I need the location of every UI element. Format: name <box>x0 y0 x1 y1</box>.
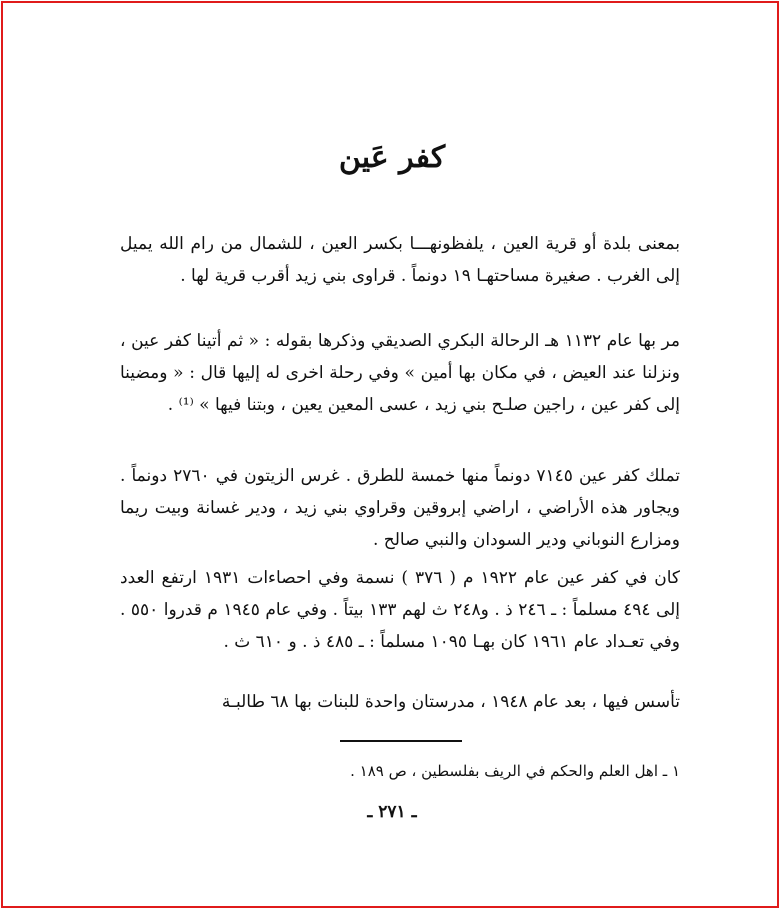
footnote-divider <box>340 740 462 742</box>
paragraph-2: مر بها عام ١١٣٢ هـ الرحالة البكري الصديقي وذكرها بقوله : « ثم أتينا كفر عين ، ونزلنا عند العيض ، في مكان بها أمين » وفي رحلة اخرى له إليها قال : « ومضينا إلى كفر عين ، راجين صلـح بني زيد ، عسى المعين يعين ، وبتنا فيها » ⁽¹⁾ . <box>120 331 680 415</box>
footnote: ١ ـ اهل العلم والحكم في الريف بفلسطين ، ص ١٨٩ . <box>350 762 680 780</box>
paragraph-5: تأسس فيها ، بعد عام ١٩٤٨ ، مدرستان واحدة للبنات بها ٦٨ طالبـة <box>221 692 680 712</box>
page-title: كفر عَين <box>338 140 446 175</box>
page-number: ـ ٢٧١ ـ <box>367 802 417 822</box>
paragraph-3: تملك كفر عين ٧١٤٥ دونماً منها خمسة للطرق . غرس الزيتون في ٢٧٦٠ دونماً . ويجاور هذه الأراضي ، اراضي إبروقين وقراوي بني زيد ، ودير غسانة وبيت ريما ومزارع النوباني ودير السودان والنبي صالح . <box>120 466 680 550</box>
paragraph-1: بمعنى بلدة أو قرية العين ، يلفظونهـــا بكسر العين ، للشمال من رام الله يميل إلى الغرب . صغيرة مساحتهـا ١٩ دونماً . قراوى بني زيد أقرب قرية لها . <box>120 234 680 286</box>
paragraph-4: كان في كفر عين عام ١٩٢٢ م ( ٣٧٦ ) نسمة وفي احصاءات ١٩٣١ ارتفع العدد إلى ٤٩٤ مسلماً : ـ ٢٤٦ ذ . و٢٤٨ ث لهم ١٣٣ بيتاً . وفي عام ١٩٤٥ م قدروا ٥٥٠ . وفي تعـداد عام ١٩٦١ كان بهـا ١٠٩٥ مسلماً : ـ ٤٨٥ ذ . و ٦١٠ ث . <box>120 568 681 652</box>
